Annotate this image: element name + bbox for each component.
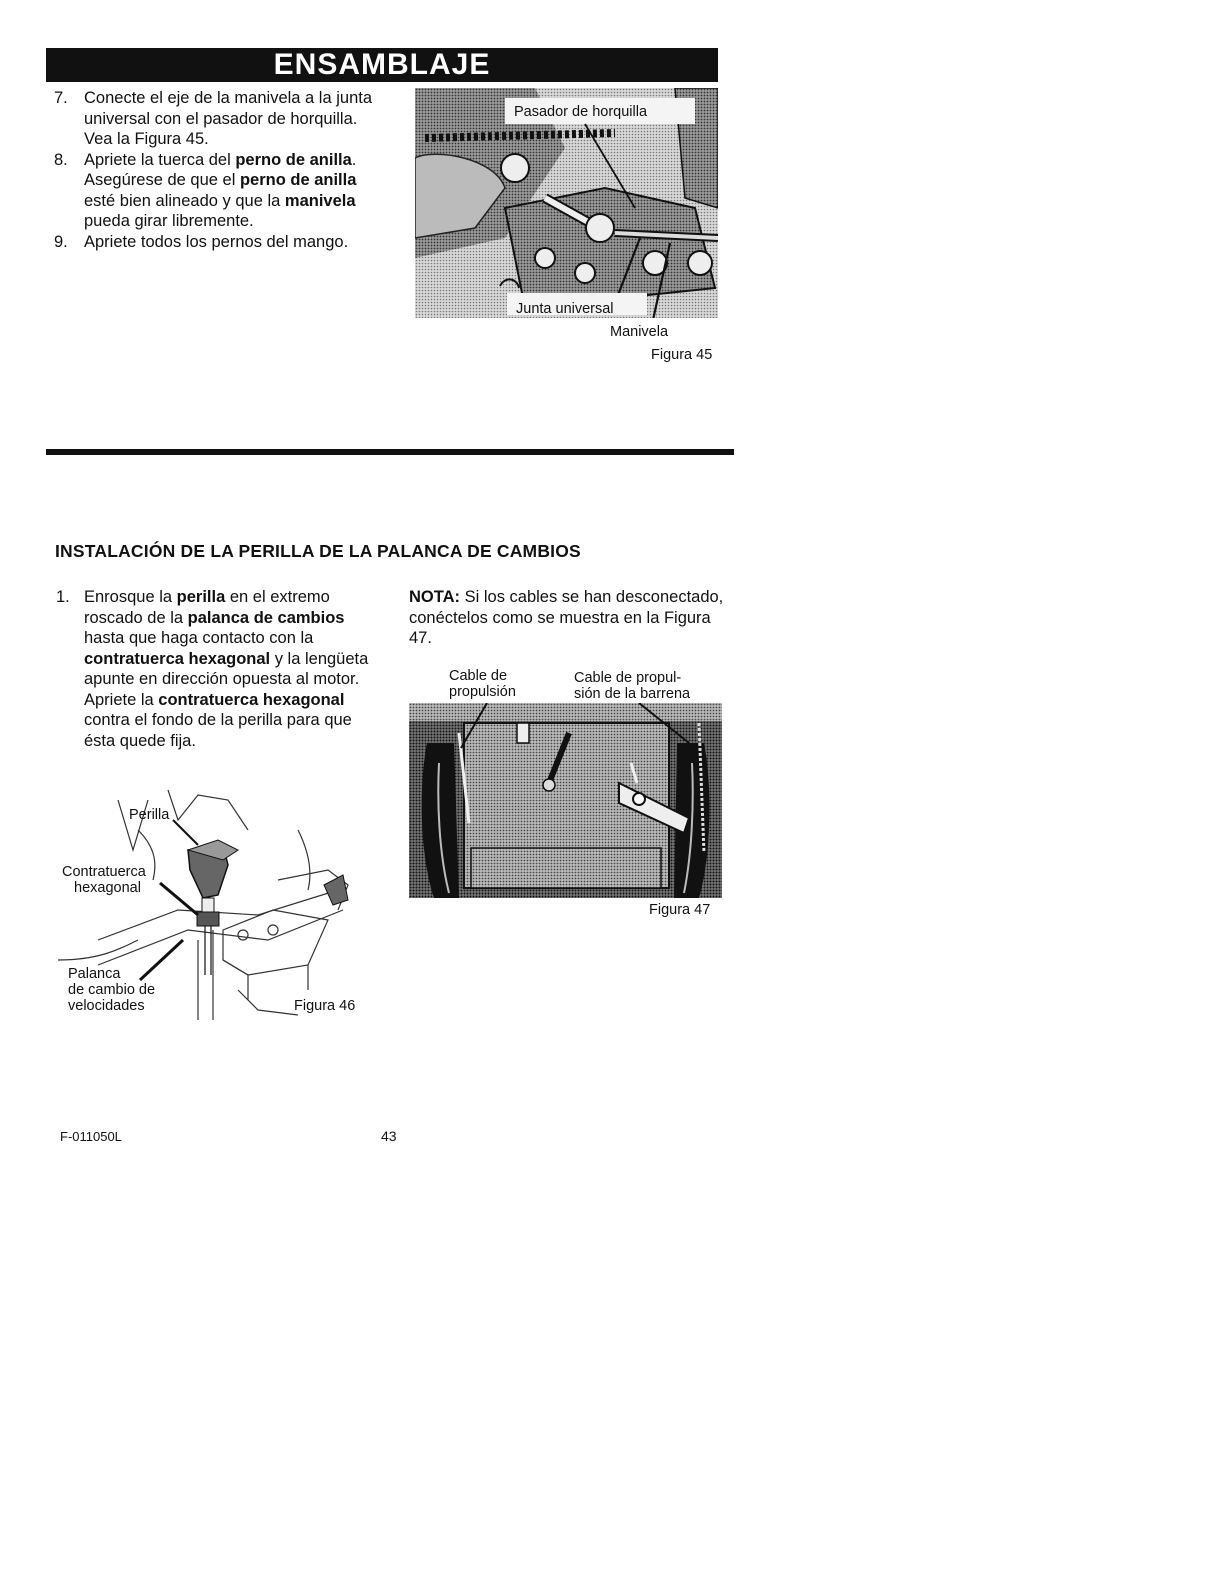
text-run: hasta que haga contacto con la (84, 629, 314, 647)
step-number: 8. (54, 150, 68, 169)
figure-45-illustration (415, 88, 718, 318)
note-text: Si los cables se han desconectado, conéctelos como se muestra en la Figura 47. (409, 588, 724, 647)
emphasis-text: manivela (284, 191, 356, 210)
text-run: Enrosque la (84, 588, 177, 606)
document-code: F-011050L (60, 1129, 122, 1144)
emphasis-text: palanca de cambios (187, 608, 345, 627)
text-run: en el extremo roscado de la (84, 588, 330, 627)
section-banner: ENSAMBLAJE (46, 48, 718, 82)
label-yoke-pin: Pasador de horquilla (514, 104, 648, 120)
install-steps (56, 587, 376, 751)
text-run: contra el fondo de la perilla para que ésta quede fija. (84, 711, 352, 750)
label-hex-nut-line1: Contratuerca (62, 864, 146, 880)
step-text (84, 588, 368, 750)
label-drive-cable-line1: Cable de (449, 668, 508, 684)
text-run: Apriete la tuerca del (84, 150, 236, 169)
label-drive-cable-line2: propulsión (449, 684, 516, 700)
step-text (84, 151, 356, 231)
figure-46-caption: Figura 46 (294, 998, 356, 1014)
label-shift-lever-line2: de cambio de (68, 982, 156, 998)
assembly-steps (50, 88, 380, 252)
emphasis-text: contratuerca hexagonal (84, 649, 271, 668)
page-number: 43 (381, 1128, 397, 1144)
note-paragraph (409, 587, 734, 649)
text-run: esté bien alineado y que la (84, 191, 285, 210)
step-item (56, 587, 376, 751)
label-auger-cable-line1: Cable de propul- (574, 670, 682, 686)
emphasis-text: perilla (176, 588, 226, 606)
step-text (84, 233, 348, 251)
text-run: pueda girar libremente. (84, 212, 254, 230)
label-hex-nut-line2: hexagonal (74, 880, 141, 896)
text-run: Conecte el eje de la manivela a la junta universal con el pasador de horquilla. Vea la Figura 45. (84, 89, 373, 148)
figure-45 (415, 88, 718, 318)
emphasis-text: perno de anilla (239, 171, 357, 189)
step-text (84, 89, 372, 148)
step-item (50, 232, 380, 253)
text-run: Apriete todos los pernos del mango. (84, 232, 349, 251)
label-knob: Perilla (129, 807, 170, 823)
text-run: . Asegúrese de que el (84, 150, 357, 189)
label-shift-lever-line3: velocidades (68, 998, 145, 1014)
step-number: 7. (54, 89, 68, 107)
figure-45-caption: Figura 45 (651, 347, 713, 363)
figure-47 (409, 703, 722, 908)
step-item (50, 88, 380, 150)
step-number: 1. (56, 588, 70, 606)
figure-47-illustration (409, 703, 722, 908)
label-universal-joint: Junta universal (516, 301, 614, 317)
label-crank: Manivela (610, 324, 669, 340)
emphasis-text: contratuerca hexagonal (158, 690, 345, 709)
section-divider (46, 449, 734, 455)
step-item (50, 150, 380, 232)
emphasis-text: perno de anilla (235, 150, 352, 169)
label-auger-cable-line2: sión de la barrena (574, 686, 691, 702)
figure-46 (58, 790, 368, 1020)
figure-47-caption: Figura 47 (649, 902, 711, 918)
step-number: 9. (54, 232, 68, 251)
section-title: INSTALACIÓN DE LA PERILLA DE LA PALANCA DE CAMBIOS (55, 541, 581, 561)
text-run: y la lengüeta apunte en dirección opuesta al motor. Apriete la (84, 649, 369, 709)
note-label: NOTA: (409, 588, 461, 606)
label-shift-lever-line1: Palanca (68, 966, 121, 982)
